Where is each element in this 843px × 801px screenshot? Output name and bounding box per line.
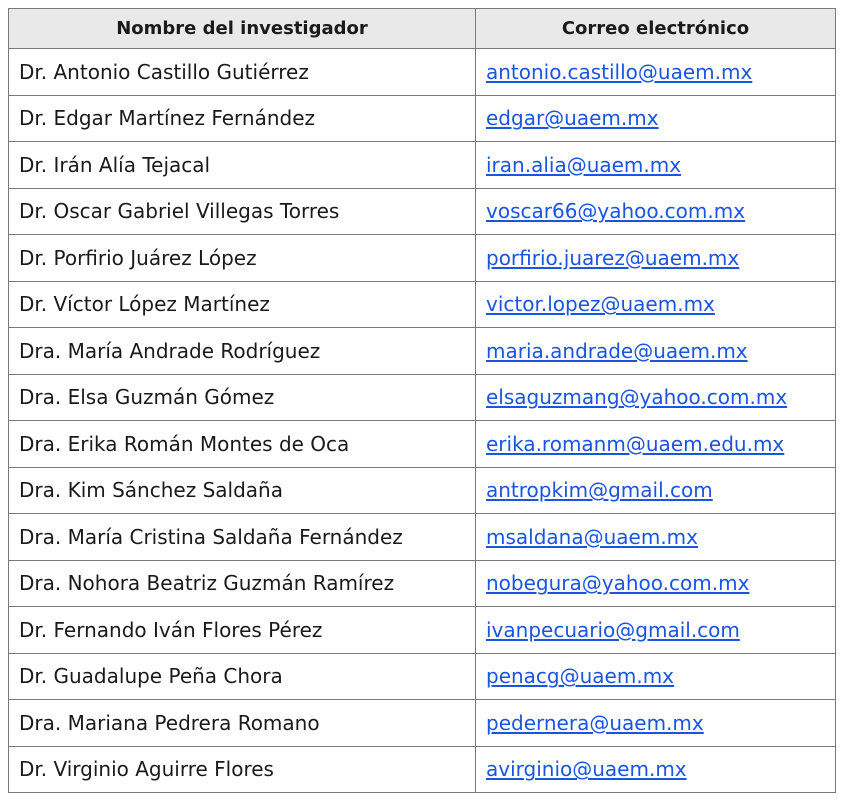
- email-link[interactable]: pedernera@uaem.mx: [486, 710, 704, 735]
- researcher-name: Dr. Oscar Gabriel Villegas Torres: [9, 188, 476, 235]
- email-link[interactable]: antonio.castillo@uaem.mx: [486, 59, 753, 84]
- researcher-name: Dra. Elsa Guzmán Gómez: [9, 374, 476, 421]
- researcher-name: Dr. Edgar Martínez Fernández: [9, 95, 476, 142]
- email-cell: [476, 188, 836, 235]
- table-row: [9, 49, 836, 96]
- table-row: [9, 142, 836, 189]
- table-row: [9, 467, 836, 514]
- table-header: [9, 9, 836, 49]
- researcher-name: Dra. María Andrade Rodríguez: [9, 328, 476, 375]
- table-row: [9, 95, 836, 142]
- email-link[interactable]: avirginio@uaem.mx: [486, 757, 687, 782]
- researcher-name: Dra. Mariana Pedrera Romano: [9, 700, 476, 747]
- email-cell: [476, 235, 836, 282]
- table-row: [9, 653, 836, 700]
- email-link[interactable]: voscar66@yahoo.com.mx: [486, 199, 746, 224]
- email-link[interactable]: msaldana@uaem.mx: [486, 524, 698, 549]
- email-cell: [476, 49, 836, 96]
- email-cell: [476, 374, 836, 421]
- email-link[interactable]: iran.alia@uaem.mx: [486, 152, 682, 177]
- email-link[interactable]: antropkim@gmail.com: [486, 478, 713, 503]
- email-link[interactable]: victor.lopez@uaem.mx: [486, 292, 715, 317]
- table-row: [9, 607, 836, 654]
- table-row: [9, 560, 836, 607]
- email-link[interactable]: maria.andrade@uaem.mx: [486, 338, 748, 363]
- email-cell: [476, 328, 836, 375]
- table-body: [9, 49, 836, 793]
- researcher-name: Dr. Guadalupe Peña Chora: [9, 653, 476, 700]
- table-row: [9, 700, 836, 747]
- header-row: [9, 9, 836, 49]
- researcher-name: Dra. Erika Román Montes de Oca: [9, 421, 476, 468]
- email-cell: [476, 514, 836, 561]
- email-cell: [476, 746, 836, 793]
- researcher-name: Dr. Fernando Iván Flores Pérez: [9, 607, 476, 654]
- email-cell: [476, 467, 836, 514]
- table-row: [9, 281, 836, 328]
- researcher-name: Dr. Virginio Aguirre Flores: [9, 746, 476, 793]
- email-cell: [476, 607, 836, 654]
- researcher-name: Dra. María Cristina Saldaña Fernández: [9, 514, 476, 561]
- email-link[interactable]: ivanpecuario@gmail.com: [486, 617, 740, 642]
- email-link[interactable]: porfirio.juarez@uaem.mx: [486, 245, 740, 270]
- researcher-name: Dra. Kim Sánchez Saldaña: [9, 467, 476, 514]
- email-cell: [476, 653, 836, 700]
- email-link[interactable]: edgar@uaem.mx: [486, 106, 659, 131]
- email-link[interactable]: elsaguzmang@yahoo.com.mx: [486, 385, 788, 410]
- table-row: [9, 746, 836, 793]
- table-row: [9, 374, 836, 421]
- email-cell: [476, 421, 836, 468]
- email-link[interactable]: nobegura@yahoo.com.mx: [486, 571, 750, 596]
- table-row: [9, 421, 836, 468]
- header-name: Nombre del investigador: [9, 9, 476, 49]
- researcher-name: Dr. Porfirio Juárez López: [9, 235, 476, 282]
- email-cell: [476, 142, 836, 189]
- email-link[interactable]: erika.romanm@uaem.edu.mx: [486, 431, 785, 456]
- email-link[interactable]: penacg@uaem.mx: [486, 664, 675, 689]
- table-row: [9, 514, 836, 561]
- researcher-name: Dr. Irán Alía Tejacal: [9, 142, 476, 189]
- researchers-table: [8, 8, 836, 793]
- header-email: Correo electrónico: [476, 9, 836, 49]
- table-row: [9, 235, 836, 282]
- email-cell: [476, 281, 836, 328]
- researcher-name: Dra. Nohora Beatriz Guzmán Ramírez: [9, 560, 476, 607]
- email-cell: [476, 700, 836, 747]
- email-cell: [476, 95, 836, 142]
- email-cell: [476, 560, 836, 607]
- researcher-name: Dr. Antonio Castillo Gutiérrez: [9, 49, 476, 96]
- table-row: [9, 188, 836, 235]
- researcher-name: Dr. Víctor López Martínez: [9, 281, 476, 328]
- table-row: [9, 328, 836, 375]
